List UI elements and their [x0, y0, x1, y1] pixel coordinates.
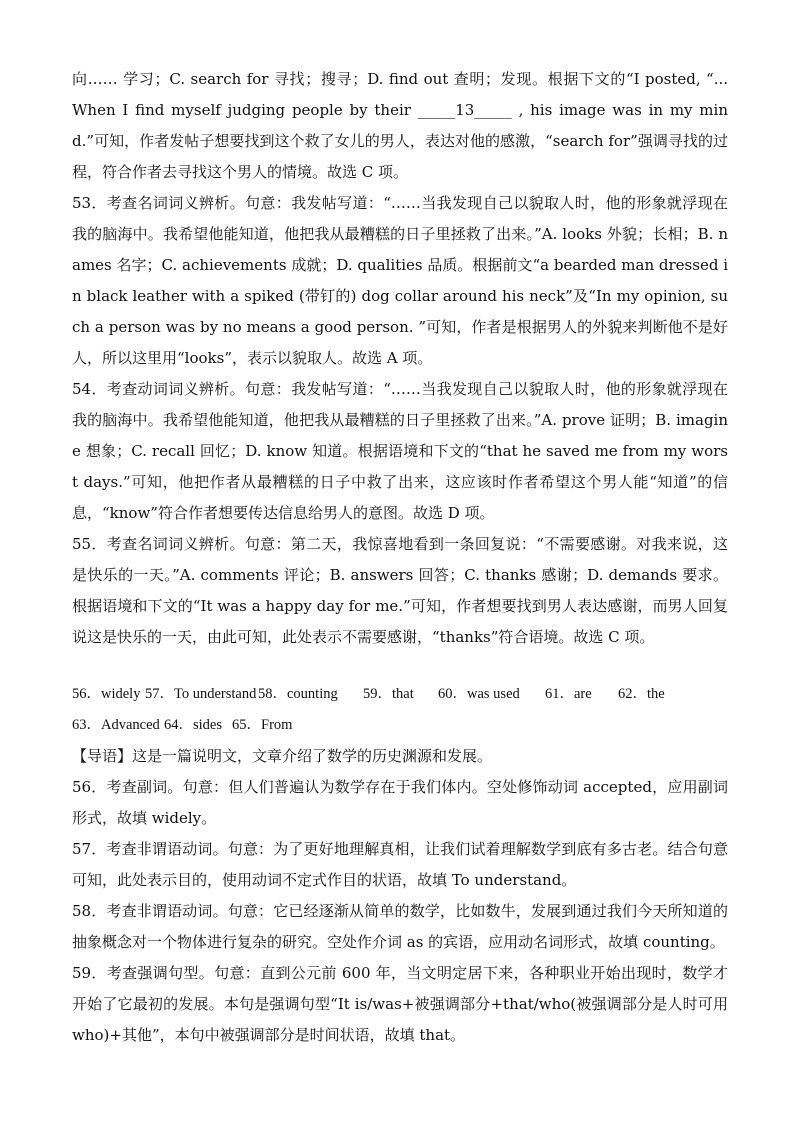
answer-62: 62．the: [618, 686, 665, 702]
explanation-58: 58．考查非谓语动词。句意：它已经逐渐从简单的数学，比如数牛，发展到通过我们今天所知道的抽象概念对一个物体进行复杂的研究。空处作介词 as 的宾语，应用动名词形式，故填 counting。: [72, 902, 728, 951]
section-gap: [72, 653, 728, 679]
answer-60: 60．was used: [438, 686, 520, 702]
answer-61: 61．are: [545, 686, 592, 702]
explanation-52-continued: 向…… 学习；C. search for 寻找；搜寻；D. find out 查明；发现。根据下文的“I posted, “... When I find myself judging people by their _____13_____ , his image was in my mind.”可知，作者发帖子想要找到这个救了女儿的男人，表达对他的感激，“search for”强调寻找的过程，符合作者去寻找这个男人的情境。故选 C 项。: [72, 70, 728, 181]
answer-63: 63．Advanced: [72, 717, 160, 733]
explanation-55: 55．考查名词词义辨析。句意：第二天，我惊喜地看到一条回复说：“不需要感谢。对我来说，这是快乐的一天。”A. comments 评论；B. answers 回答；C. thanks 感谢；D. demands 要求。根据语境和下文的“It was a happy day for me.”可知，作者想要找到男人表达感谢，而男人回复说这是快乐的一天，由此可知，此处表示不需要感谢，“thanks”符合语境。故选 C 项。: [72, 535, 728, 646]
answer-56: 56．widely: [72, 686, 141, 702]
explanation-59: 59．考查强调句型。句意：直到公元前 600 年，当文明定居下来，各种职业开始出现时，数学才开始了它最初的发展。本句是强调句型“It is/was+被强调部分+that/who(被强调部分是人时可用 who)+其他”，本句中被强调部分是时间状语，故填 that。: [72, 964, 728, 1044]
answer-58: 58．counting: [258, 686, 338, 702]
answer-65: 65．From: [232, 717, 293, 733]
document-page: [72, 64, 728, 1051]
answer-key-row-2: [72, 710, 728, 741]
answer-key-row-1: [72, 679, 728, 710]
explanation-56: 56．考查副词。句意：但人们普遍认为数学存在于我们体内。空处修饰动词 accepted，应用副词形式，故填 widely。: [72, 778, 728, 827]
answer-59: 59．that: [363, 686, 414, 702]
explanation-53: 53．考查名词词义辨析。句意：我发帖写道：“……当我发现自己以貌取人时，他的形象就浮现在我的脑海中。我希望他能知道，他把我从最糟糕的日子里拯救了出来。”A. looks 外貌；长相；B. names 名字；C. achievements 成就；D. qualities 品质。根据前文“a bearded man dressed in black leather with a spiked (带钉的) dog collar around his neck”及“In my opinion, such a person was by no means a good person. ”可知，作者是根据男人的外貌来判断他不是好人，所以这里用“looks”，表示以貌取人。故选 A 项。: [72, 194, 728, 367]
explanation-54: 54．考查动词词义辨析。句意：我发帖写道：“……当我发现自己以貌取人时，他的形象就浮现在我的脑海中。我希望他能知道，他把我从最糟糕的日子里拯救了出来。”A. prove 证明；B. imagine 想象；C. recall 回忆；D. know 知道。根据语境和下文的“that he saved me from my worst days.”可知，他把作者从最糟糕的日子中救了出来，这应该时作者希望这个男人能“知道”的信息，“know”符合作者想要传达信息给男人的意图。故选 D 项。: [72, 380, 728, 522]
explanation-57: 57．考查非谓语动词。句意：为了更好地理解真相，让我们试着理解数学到底有多古老。结合句意可知，此处表示目的，使用动词不定式作目的状语，故填 To understand。: [72, 840, 728, 889]
answer-57: 57．To understand: [145, 686, 257, 702]
passage-intro: 【导语】这是一篇说明文，文章介绍了数学的历史渊源和发展。: [72, 747, 493, 765]
answer-64: 64．sides: [164, 717, 222, 733]
